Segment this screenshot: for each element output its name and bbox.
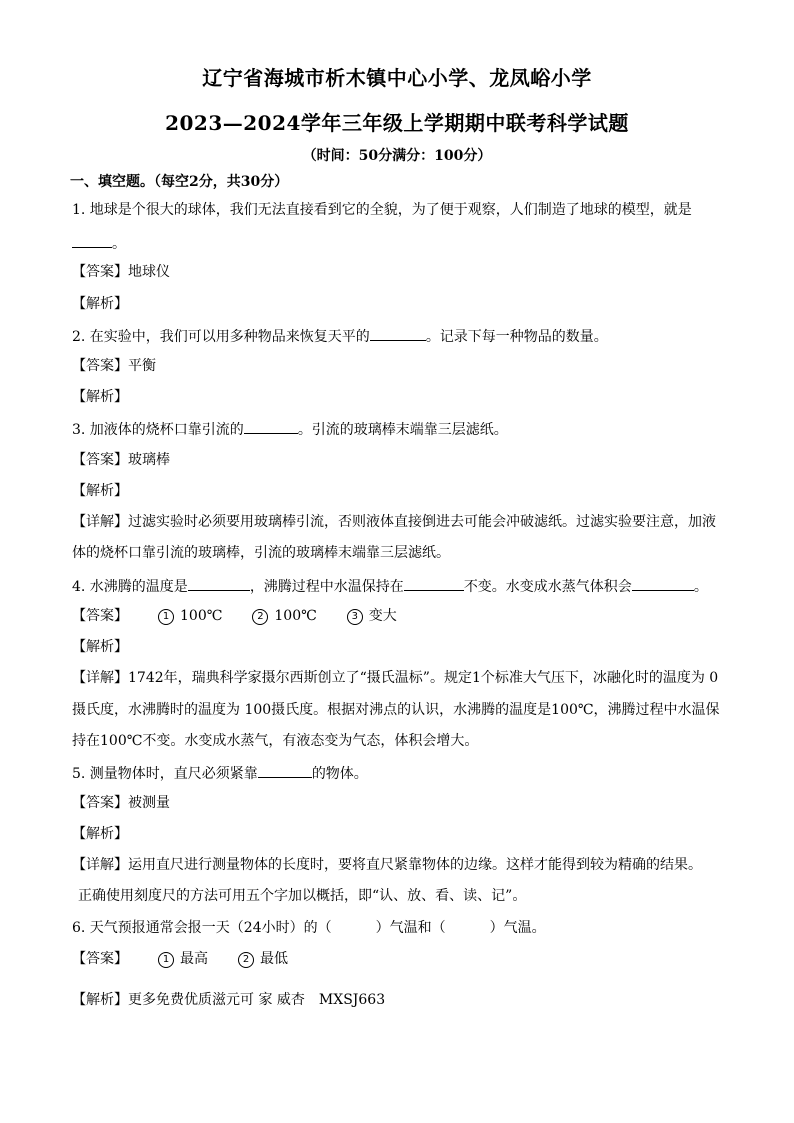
answer-value-2: 最低 xyxy=(260,951,288,967)
answer-blank xyxy=(258,762,312,778)
detail-label: 【详解】 xyxy=(72,857,128,873)
question-3-text xyxy=(72,418,722,440)
question-1-text-a: 1. 地球是个很大的球体，我们无法直接看到它的全貌，为了便于观察，人们制造了地球的模型，就是 xyxy=(72,202,692,218)
question-6-text xyxy=(72,918,722,938)
analysis-label: 【解析】 xyxy=(72,826,128,842)
analysis-label: 【解析】 xyxy=(72,639,128,655)
time-and-score-info: （时间：50分满分：100分） xyxy=(302,148,492,164)
question-3-text-b: 。引流的玻璃棒末端靠三层滤纸。 xyxy=(297,422,508,438)
question-4-answer xyxy=(72,606,722,626)
answer-number-1: 1 xyxy=(158,609,174,625)
answer-blank xyxy=(370,325,426,341)
answer-value-1: 100℃ xyxy=(180,608,223,624)
question-1-text xyxy=(72,200,722,220)
question-5-detail xyxy=(72,855,722,875)
question-1-text-b: 。 xyxy=(112,236,126,252)
question-3-text-a: 3. 加液体的烧杯口靠引流的 xyxy=(72,422,244,438)
question-1-text-continued xyxy=(72,232,722,254)
question-2-answer xyxy=(72,356,722,376)
analysis-label: 【解析】 xyxy=(72,296,128,312)
question-5-answer xyxy=(72,793,722,813)
question-4-text-b: ，沸腾过程中水温保持在 xyxy=(249,579,404,595)
detail-text: 运用直尺进行测量物体的长度时，要将直尺紧靠物体的边缘。这样才能得到较为精确的结果。 xyxy=(128,857,702,873)
answer-number-3: 3 xyxy=(347,609,363,625)
detail-text: 过滤实验时必须要用玻璃棒引流，否则液体直接倒进去可能会冲破滤纸。过滤实验要注意，加液 xyxy=(128,514,716,530)
section-heading: 一、填空题。（每空2分，共30分） xyxy=(70,174,289,190)
answer-value-1: 最高 xyxy=(180,951,208,967)
question-3-analysis xyxy=(72,481,722,501)
question-1-analysis xyxy=(72,294,722,314)
answer-label: 【答案】 xyxy=(72,264,128,280)
question-4-text-d: 。 xyxy=(693,579,708,595)
detail-label: 【详解】 xyxy=(72,670,128,686)
question-6-text-b: ）气温和（ xyxy=(375,920,446,936)
question-4-text xyxy=(72,575,722,597)
answer-blank xyxy=(72,232,112,248)
question-2-analysis xyxy=(72,387,722,407)
question-4-detail-continued-1: 摄氏度，水沸腾时的温度为 100摄氏度。根据对沸点的认识，水沸腾的温度是100℃，沸腾过程中水温保 xyxy=(72,702,720,718)
question-5-analysis xyxy=(72,824,722,844)
answer-value-2: 100℃ xyxy=(274,608,317,624)
question-1-answer xyxy=(72,262,722,282)
answer-number-1: 1 xyxy=(158,952,174,968)
answer-label: 【答案】 xyxy=(72,608,128,624)
answer-label: 【答案】 xyxy=(72,795,128,811)
detail-text: 1742年，瑞典科学家摄尔西斯创立了“摄氏温标”。规定1个标准大气压下，冰融化时的温度为 0 xyxy=(128,670,719,686)
question-6-text-a: 6. 天气预报通常会报一天（24小时）的（ xyxy=(72,920,332,936)
detail-label: 【详解】 xyxy=(72,514,128,530)
analysis-extra-text: 更多免费优质滋元可 家 威杏 MXSJ663 xyxy=(128,992,386,1008)
document-title-line2: 2023—2024学年三年级上学期期中联考科学试题 xyxy=(165,111,629,135)
answer-number-2: 2 xyxy=(252,609,268,625)
question-5-text xyxy=(72,762,722,784)
answer-value-3: 变大 xyxy=(368,608,397,624)
question-3-detail-continued: 体的烧杯口靠引流的玻璃棒，引流的玻璃棒末端靠三层滤纸。 xyxy=(72,545,450,561)
analysis-label: 【解析】 xyxy=(72,483,128,499)
answer-value: 地球仪 xyxy=(128,264,170,280)
question-6-text-c: ）气温。 xyxy=(489,920,546,936)
answer-number-2: 2 xyxy=(238,952,254,968)
question-3-answer xyxy=(72,450,722,470)
question-2-text-b: 。记录下每一种物品的数量。 xyxy=(425,329,608,345)
answer-label: 【答案】 xyxy=(72,452,128,468)
answer-blank xyxy=(404,575,464,591)
question-3-detail xyxy=(72,512,722,532)
answer-label: 【答案】 xyxy=(72,358,128,374)
answer-blank xyxy=(632,575,694,591)
answer-value: 被测量 xyxy=(128,795,170,811)
question-5-text-b: 的物体。 xyxy=(311,766,368,782)
answer-value: 玻璃棒 xyxy=(128,452,170,468)
question-4-text-c: 不变。水变成水蒸气体积会 xyxy=(463,579,632,595)
document-title-line1: 辽宁省海城市析木镇中心小学、龙凤峪小学 xyxy=(202,66,592,90)
question-2-text xyxy=(72,325,722,347)
answer-blank xyxy=(244,418,298,434)
question-5-detail-continued: 正确使用刻度尺的方法可用五个字加以概括，即“认、放、看、读、记”。 xyxy=(78,888,527,904)
analysis-label: 【解析】 xyxy=(72,992,128,1008)
answer-value: 平衡 xyxy=(128,358,156,374)
answer-blank xyxy=(188,575,250,591)
question-2-text-a: 2. 在实验中，我们可以用多种物品来恢复天平的 xyxy=(72,329,370,345)
question-6-analysis xyxy=(72,990,722,1010)
question-5-text-a: 5. 测量物体时，直尺必须紧靠 xyxy=(72,766,258,782)
question-4-detail-continued-2: 持在100℃不变。水变成水蒸气，有液态变为气态，体积会增大。 xyxy=(72,733,479,749)
question-4-text-a: 4. 水沸腾的温度是 xyxy=(72,579,188,595)
question-6-answer xyxy=(72,949,722,969)
answer-label: 【答案】 xyxy=(72,951,128,967)
question-4-detail xyxy=(72,668,722,688)
analysis-label: 【解析】 xyxy=(72,389,128,405)
question-4-analysis xyxy=(72,637,722,657)
